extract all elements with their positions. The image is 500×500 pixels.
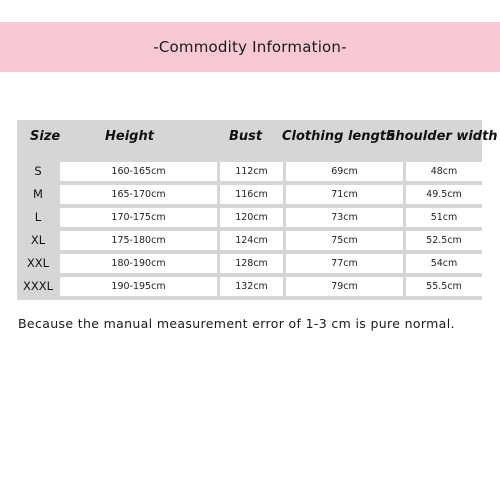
cell-shoulder-width: 49.5cm bbox=[406, 185, 482, 204]
header-title: -Commodity Information- bbox=[153, 38, 347, 56]
column-header-height: Height bbox=[105, 129, 154, 144]
row-size-label: XXL bbox=[26, 256, 50, 270]
cell-clothing-length: 79cm bbox=[286, 277, 403, 296]
column-header-shoulder-width: Shoulder width bbox=[386, 129, 498, 144]
cell-height: 180-190cm bbox=[60, 254, 217, 273]
table-row bbox=[17, 161, 482, 182]
row-size-label: XXXL bbox=[22, 279, 54, 293]
column-header-size: Size bbox=[30, 129, 61, 144]
cell-height: 160-165cm bbox=[60, 162, 217, 181]
cell-bust: 128cm bbox=[220, 254, 283, 273]
cell-shoulder-width: 54cm bbox=[406, 254, 482, 273]
cell-shoulder-width: 55.5cm bbox=[406, 277, 482, 296]
column-header-clothing-length: Clothing length bbox=[282, 129, 396, 144]
cell-shoulder-width: 52.5cm bbox=[406, 231, 482, 250]
cell-height: 170-175cm bbox=[60, 208, 217, 227]
cell-shoulder-width: 51cm bbox=[406, 208, 482, 227]
row-size-label: S bbox=[34, 164, 42, 178]
table-header-row bbox=[17, 120, 498, 156]
table-row bbox=[17, 184, 482, 205]
row-size-label: M bbox=[33, 187, 43, 201]
table-row bbox=[17, 207, 482, 228]
table-row bbox=[17, 253, 482, 274]
cell-clothing-length: 71cm bbox=[286, 185, 403, 204]
cell-shoulder-width: 48cm bbox=[406, 162, 482, 181]
cell-bust: 112cm bbox=[220, 162, 283, 181]
table-row bbox=[17, 276, 482, 297]
cell-bust: 120cm bbox=[220, 208, 283, 227]
measurement-note: Because the manual measurement error of 1-3 cm is pure normal. bbox=[18, 316, 455, 331]
header-banner bbox=[0, 22, 500, 72]
cell-height: 175-180cm bbox=[60, 231, 217, 250]
cell-bust: 116cm bbox=[220, 185, 283, 204]
column-header-bust: Bust bbox=[229, 129, 263, 144]
cell-clothing-length: 69cm bbox=[286, 162, 403, 181]
cell-bust: 132cm bbox=[220, 277, 283, 296]
cell-height: 165-170cm bbox=[60, 185, 217, 204]
cell-clothing-length: 75cm bbox=[286, 231, 403, 250]
size-table bbox=[17, 120, 498, 300]
cell-clothing-length: 77cm bbox=[286, 254, 403, 273]
row-size-label: L bbox=[34, 210, 42, 224]
cell-height: 190-195cm bbox=[60, 277, 217, 296]
row-size-label: XL bbox=[30, 233, 46, 247]
table-row bbox=[17, 230, 482, 251]
cell-clothing-length: 73cm bbox=[286, 208, 403, 227]
cell-bust: 124cm bbox=[220, 231, 283, 250]
